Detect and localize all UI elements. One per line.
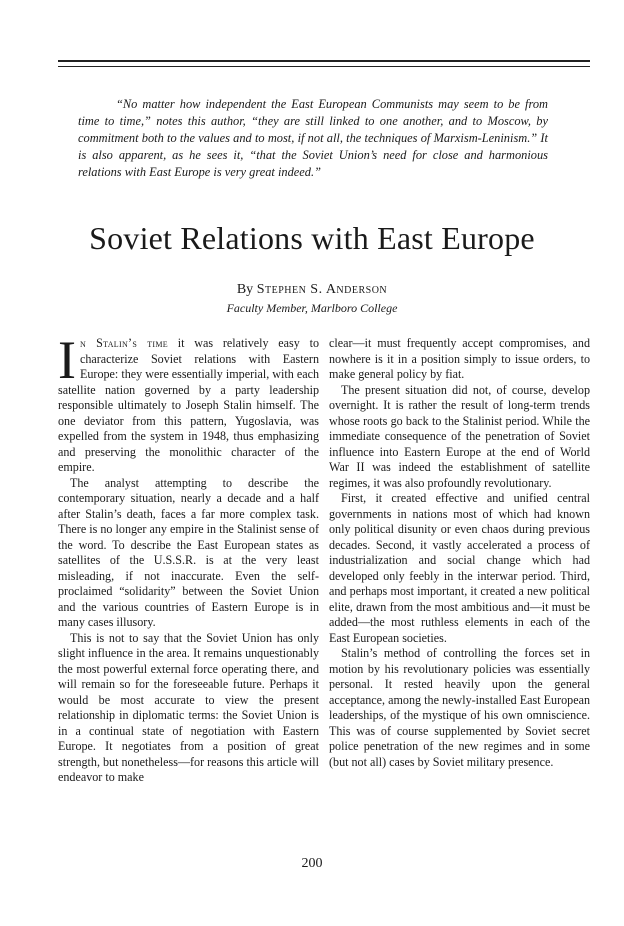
- page-number: 200: [301, 856, 323, 871]
- author-affiliation: Faculty Member, Marlboro College: [226, 301, 398, 315]
- paragraph: This is not to say that the Soviet Union has only slight influence in the area. It remains unquestionably the most powerful external force operating there, and will remain so for the foreseeable future. Perhaps it would be most accurate to view the present relationship in diplomatic terms: the Soviet Union is in a continual state of negotiation with Eastern Europe. It negotiates from a position of great strength, but nonetheless—for reasons this article will endeavor to make: [58, 630, 319, 784]
- paragraph-text: it was relatively easy to characterize Soviet relations with Eastern Europe: they were essentially imperial, with each satellite nation governed by a party leadership responsible ultimately to Joseph Stalin himself. The one deviator from this pattern, Yugoslavia, was expelled from the system in 1948, thus emphasizing and preserving the monolithic character of the empire.: [58, 336, 319, 474]
- top-rule-thin: [58, 66, 590, 67]
- author-name: Stephen S. Anderson: [256, 282, 388, 297]
- article-title: Soviet Relations with East Europe: [89, 220, 535, 256]
- byline: [0, 282, 624, 298]
- paragraph: clear—it must frequently accept compromises, and nowhere is it in a position simply to issue orders, to make general policy by fiat.: [329, 336, 590, 381]
- paragraph: [58, 330, 319, 476]
- paragraph: The analyst attempting to describe the contemporary situation, nearly a decade and a half after Stalin’s death, faces a far more complex task. There is no longer any empire in the Stalinist sense of the word. To describe the East European states as satellites of the U.S.S.R. is at the very least misleading, if not inaccurate. Even the self-proclaimed “solidarity” between the Soviet Union and the various countries of Eastern Europe is in many cases illusory.: [58, 475, 319, 629]
- paragraph: First, it created effective and unified central governments in nations most of which had known only political disunity or even chaos during previous decades. Second, it vastly accelerated a process of industrialization and social change which had developed only feebly in the interwar period. Third, and perhaps most important, it created a new political elite, drawn from the most ambitious and—it must be added—the most ruthless elements in each of the East European societies.: [329, 491, 590, 645]
- drop-cap: I: [58, 330, 76, 390]
- top-rule-thick: [58, 60, 590, 62]
- left-column: [58, 330, 319, 786]
- paragraph: Stalin’s method of controlling the forces set in motion by his revolutionary policies was essentially personal. It rested heavily upon the general acceptance, among the newly-installed East European leaderships, of the mystique of his own omniscience. This was of course supplemented by Soviet secret police penetration of the new regimes and in some (but not all) cases by Soviet military presence.: [329, 646, 590, 769]
- right-column: [329, 336, 590, 770]
- epigraph: “No matter how independent the East European Communists may seem to be from time to time,” notes this author, “they are still linked to one another, and to Moscow, by commitment both to the values and to most, if not all, the techniques of Marxism-Leninism.” It is also apparent, as he sees it, “that the Soviet Union’s need for close and harmonious relations with East Europe is very great indeed.”: [78, 97, 548, 179]
- byline-prefix: By: [236, 282, 254, 297]
- lead-words: n Stalin’s time: [79, 336, 168, 350]
- paragraph: The present situation did not, of course, develop overnight. It is rather the result of long-term trends whose roots go back to the Stalinist period. While the immediate consequence of the penetration of Soviet influence into Eastern Europe at the end of World War II was indeed the establishment of satellite regimes, it was also profoundly revolutionary.: [329, 382, 590, 490]
